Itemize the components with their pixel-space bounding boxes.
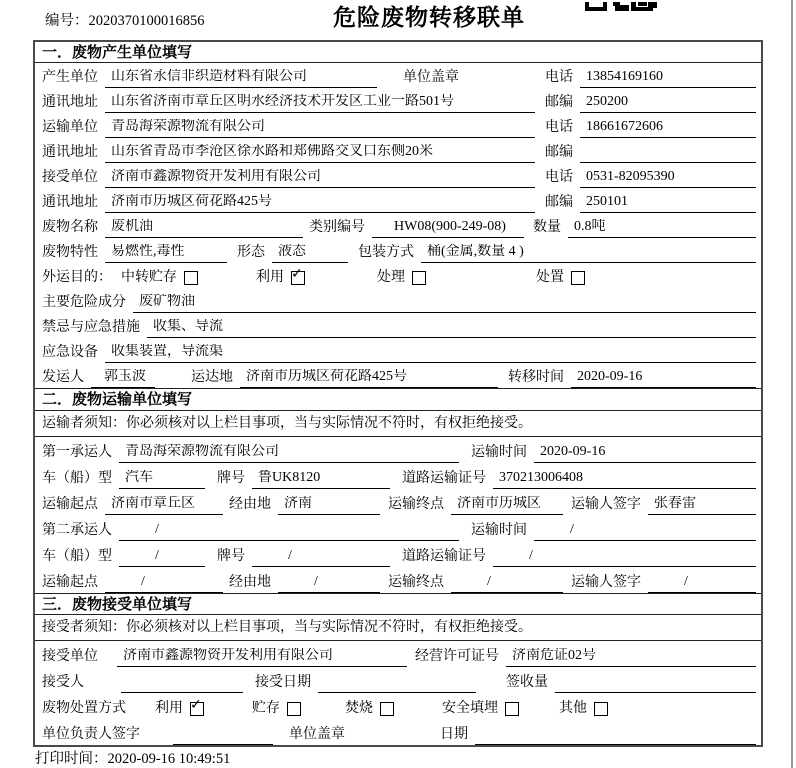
road-permit-1-label: 道路运输证号 [402, 470, 486, 486]
plate-no-1-value: 鲁UK8120 [252, 470, 390, 489]
form-row [35, 338, 761, 363]
purpose-option-label: 利用 [256, 270, 284, 286]
form-row [35, 238, 761, 263]
accept-date-label: 接受日期 [255, 674, 311, 690]
road-permit-1-value: 370213006408 [493, 470, 756, 489]
permit-no-label: 经营许可证号 [415, 648, 499, 664]
checkbox-icon [190, 702, 204, 716]
checkbox-icon [291, 271, 305, 285]
via-2-label: 经由地 [229, 574, 271, 590]
date-label: 日期 [440, 726, 468, 742]
doc-number-label: 编号： [45, 13, 89, 29]
unit-stamp-label: 单位盖章 [403, 70, 459, 86]
purpose-option-label: 中转贮存 [121, 270, 177, 286]
sign-quantity-label: 签收量 [506, 674, 548, 690]
receiver-address-value: 济南市历城区荷花路425号 [105, 194, 535, 213]
disposal-option-label: 焚烧 [345, 700, 373, 716]
emergency-equipment-label: 应急设备 [42, 345, 98, 361]
origin-1-label: 运输起点 [42, 496, 98, 512]
vehicle-type-2-value: / [119, 548, 205, 567]
checkbox-icon [184, 271, 198, 285]
via-1-label: 经由地 [229, 496, 271, 512]
checkbox-icon [287, 702, 301, 716]
responsible-sign-value [173, 742, 273, 745]
transfer-time-value: 2020-09-16 [571, 369, 756, 388]
transporter-zip-value [580, 160, 756, 163]
print-time-value: 2020-09-16 10:49:51 [107, 751, 231, 767]
disposal-option-label: 贮存 [252, 700, 280, 716]
origin-1-value: 济南市章丘区 [105, 496, 223, 515]
packing-value: 桶(金属,数量 4 ) [421, 244, 756, 263]
receiver-unit-value: 济南市鑫源物资开发利用有限公司 [105, 169, 535, 188]
receiver-zip-value: 250101 [580, 194, 756, 213]
vehicle-type-1-label: 车（船）型 [42, 470, 112, 486]
via-2-value: / [278, 574, 380, 593]
producer-address-value: 山东省济南市章丘区明水经济技术开发区工业一路501号 [105, 94, 535, 113]
doc-number-value: 2020370100016856 [88, 13, 205, 29]
second-carrier-label: 第二承运人 [42, 522, 112, 538]
disposal-option-label: 其他 [559, 700, 587, 716]
section-1-heading: 一．废物产生单位填写 [35, 42, 761, 63]
disposal-option [252, 701, 301, 719]
form-row [35, 719, 761, 745]
checkbox-icon [412, 271, 426, 285]
receiver-notice: 接受者须知：你必须核对以上栏目事项，当与实际情况不符时，有权拒绝接受。 [35, 615, 761, 641]
section-3-heading: 三．废物接受单位填写 [35, 593, 761, 615]
producer-phone-label: 电话 [545, 70, 573, 86]
purpose-label: 外运目的： [42, 270, 112, 286]
section-1 [35, 63, 761, 388]
receiver-address-label: 通讯地址 [42, 195, 98, 211]
carrier-sign-1-value: 张春雷 [648, 496, 756, 515]
waste-form-value: 液态 [272, 244, 348, 263]
doc-number [45, 13, 205, 30]
responsible-sign-label: 单位负责人签字 [42, 726, 140, 742]
producer-phone-value: 13854169160 [580, 69, 756, 88]
form-row [35, 138, 761, 163]
manifest-form [33, 40, 763, 747]
purpose-option [377, 270, 426, 288]
waste-character-value: 易燃性,毒性 [105, 244, 227, 263]
transporter-phone-value: 18661672606 [580, 119, 756, 138]
form-row [35, 641, 761, 667]
form-row [35, 515, 761, 541]
purpose-option-label: 处置 [536, 270, 564, 286]
form-row [35, 541, 761, 567]
emergency-equipment-value: 收集装置，导流渠 [105, 344, 756, 363]
form-row [35, 288, 761, 313]
second-carrier-value: / [119, 522, 459, 541]
section-2-heading: 二．废物运输单位填写 [35, 388, 761, 410]
transfer-time-label: 转移时间 [508, 370, 564, 386]
form-row [35, 463, 761, 489]
receiver-zip-label: 邮编 [545, 195, 573, 211]
print-time-label: 打印时间： [35, 751, 108, 767]
disposal-option [345, 701, 394, 719]
form-row [35, 693, 761, 719]
form-row [35, 213, 761, 238]
receiver-phone-value: 0531-82095390 [580, 169, 756, 188]
transporter-phone-label: 电话 [545, 120, 573, 136]
unit-stamp-label-2: 单位盖章 [289, 726, 345, 742]
purpose-option [256, 270, 305, 288]
receiver-unit-label: 接受单位 [42, 170, 98, 186]
receiver-phone-label: 电话 [545, 170, 573, 186]
checkbox-icon [571, 271, 585, 285]
transporter-address-label: 通讯地址 [42, 145, 98, 161]
transporter-address-value: 山东省青岛市李沧区徐水路和郑佛路交叉口东侧20米 [105, 144, 535, 163]
print-time [35, 751, 230, 768]
shipper-label: 发运人 [42, 370, 84, 386]
producer-address-label: 通讯地址 [42, 95, 98, 111]
emergency-measures-label: 禁忌与应急措施 [42, 320, 140, 336]
origin-2-value: / [105, 574, 223, 593]
transporter-notice: 运输者须知：你必须核对以上栏目事项，当与实际情况不符时，有权拒绝接受。 [35, 411, 761, 437]
category-no-label: 类别编号 [309, 220, 365, 236]
disposal-option-label: 安全填埋 [442, 700, 498, 716]
acceptor-label: 接受人 [42, 674, 84, 690]
form-row [35, 567, 761, 593]
checkbox-icon [505, 702, 519, 716]
page-edge-divider [791, 0, 793, 768]
transport-time-2-value: / [534, 522, 756, 541]
end-2-value: / [451, 574, 563, 593]
sign-quantity-value [555, 690, 756, 693]
first-carrier-label: 第一承运人 [42, 444, 112, 460]
transport-time-2-label: 运输时间 [471, 522, 527, 538]
carrier-sign-2-label: 运输人签字 [571, 574, 641, 590]
carrier-sign-2-value: / [648, 574, 756, 593]
disposal-option [155, 701, 204, 719]
form-row [35, 263, 761, 288]
checkbox-icon [380, 702, 394, 716]
waste-name-label: 废物名称 [42, 220, 98, 236]
accept-unit-label: 接受单位 [42, 648, 98, 664]
transporter-unit-label: 运输单位 [42, 120, 98, 136]
plate-no-2-value: / [252, 548, 390, 567]
producer-zip-label: 邮编 [545, 95, 573, 111]
accept-date-value [318, 690, 476, 693]
end-1-value: 济南市历城区 [451, 496, 563, 515]
packing-label: 包装方式 [358, 245, 414, 261]
page-title: 危险废物转移联单 [333, 5, 525, 30]
producer-unit-value: 山东省永信非织造材料有限公司 [105, 69, 377, 88]
date-value [475, 742, 756, 745]
section-2 [35, 411, 761, 593]
hazard-component-value: 废矿物油 [133, 294, 756, 313]
purpose-option-label: 处理 [377, 270, 405, 286]
quantity-label: 数量 [533, 220, 561, 236]
purpose-option [121, 270, 198, 288]
checkbox-icon [594, 702, 608, 716]
disposal-option [442, 701, 519, 719]
form-row [35, 63, 761, 88]
acceptor-value [121, 690, 243, 693]
accept-unit-value: 济南市鑫源物资开发利用有限公司 [117, 648, 407, 667]
disposal-option [559, 701, 608, 719]
transport-time-1-value: 2020-09-16 [534, 444, 756, 463]
disposal-method-label: 废物处置方式 [42, 700, 126, 716]
transporter-unit-value: 青岛海荣源物流有限公司 [105, 119, 535, 138]
section-3 [35, 615, 761, 745]
form-row [35, 489, 761, 515]
producer-unit-label: 产生单位 [42, 70, 98, 86]
form-row [35, 163, 761, 188]
road-permit-2-label: 道路运输证号 [402, 548, 486, 564]
category-no-value: HW08(900-249-08) [372, 219, 524, 238]
transporter-zip-label: 邮编 [545, 145, 573, 161]
end-1-label: 运输终点 [388, 496, 444, 512]
producer-zip-value: 250200 [580, 94, 756, 113]
transport-time-1-label: 运输时间 [471, 444, 527, 460]
shipper-value: 郭玉波 [91, 369, 155, 388]
first-carrier-value: 青岛海荣源物流有限公司 [119, 444, 459, 463]
waste-name-value: 废机油 [105, 219, 303, 238]
waste-character-label: 废物特性 [42, 245, 98, 261]
plate-no-2-label: 牌号 [217, 548, 245, 564]
road-permit-2-value: / [493, 548, 756, 567]
permit-no-value: 济南危证02号 [506, 648, 756, 667]
form-row [35, 667, 761, 693]
form-row [35, 437, 761, 463]
disposal-option-label: 利用 [155, 700, 183, 716]
plate-no-1-label: 牌号 [217, 470, 245, 486]
via-1-value: 济南 [278, 496, 380, 515]
purpose-option [536, 270, 585, 288]
destination-label: 运达地 [191, 370, 233, 386]
origin-2-label: 运输起点 [42, 574, 98, 590]
form-row [35, 313, 761, 338]
form-row [35, 88, 761, 113]
quantity-value: 0.8吨 [568, 219, 756, 238]
vehicle-type-2-label: 车（船）型 [42, 548, 112, 564]
emergency-measures-value: 收集、导流 [147, 319, 756, 338]
vehicle-type-1-value: 汽车 [119, 470, 205, 489]
form-row [35, 113, 761, 138]
hazard-component-label: 主要危险成分 [42, 295, 126, 311]
end-2-label: 运输终点 [388, 574, 444, 590]
waste-form-label: 形态 [237, 245, 265, 261]
carrier-sign-1-label: 运输人签字 [571, 496, 641, 512]
form-row [35, 188, 761, 213]
qr-code-icon [585, 0, 657, 9]
destination-value: 济南市历城区荷花路425号 [240, 369, 498, 388]
form-row [35, 363, 761, 388]
